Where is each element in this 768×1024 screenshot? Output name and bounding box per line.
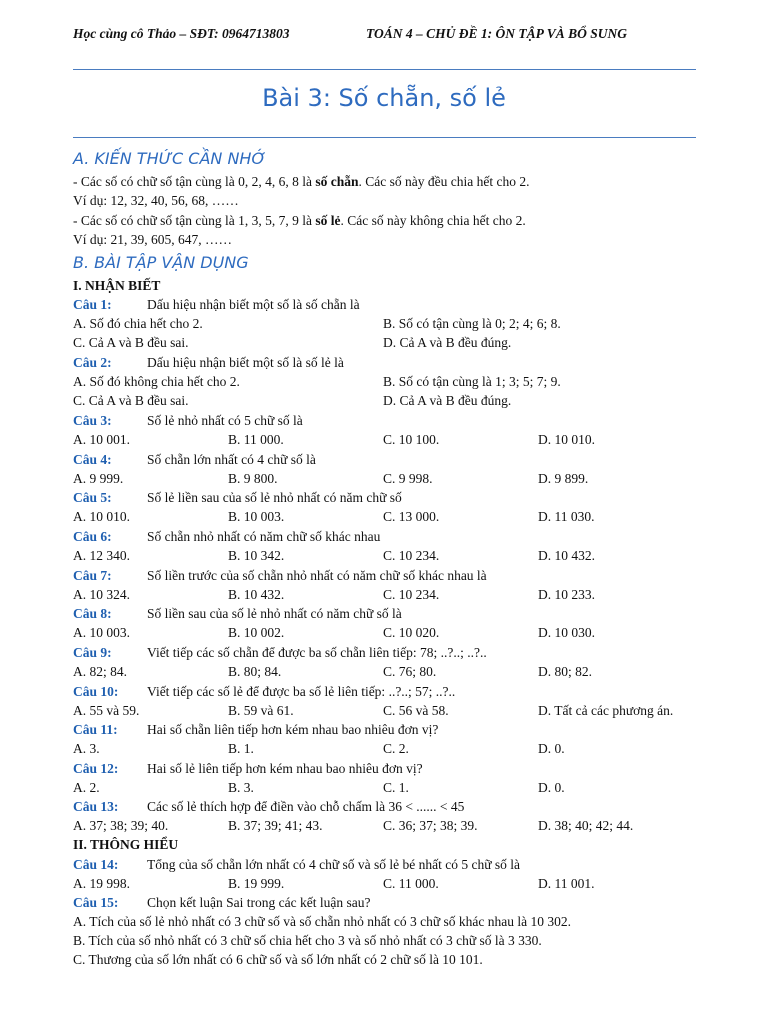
example-even: Ví dụ: 12, 32, 40, 56, 68, …… xyxy=(73,193,239,208)
section-a-heading: A. KIẾN THỨC CẦN NHỚ xyxy=(73,149,267,168)
answer-option: A. 82; 84. xyxy=(73,664,127,679)
question-number: Câu 8: xyxy=(73,606,112,621)
answer-option: B. Tích của số nhỏ nhất có 3 chữ số chia hết cho 3 và số nhỏ nhất có 3 chữ số là 3 330. xyxy=(73,933,542,948)
question-text: Số chẵn nhỏ nhất có năm chữ số khác nhau xyxy=(147,529,381,544)
part-nhan-biet: I. NHẬN BIẾT xyxy=(73,278,161,293)
answer-option: A. 9 999. xyxy=(73,471,124,486)
answer-option: D. 10 432. xyxy=(538,548,595,563)
question-number: Câu 9: xyxy=(73,645,112,660)
answer-option: D. 0. xyxy=(538,741,565,756)
answer-option: B. 19 999. xyxy=(228,876,285,891)
question-number: Câu 3: xyxy=(73,413,112,428)
question-text: Hai số lẻ liên tiếp hơn kém nhau bao nhiêu đơn vị? xyxy=(147,761,423,776)
question-number: Câu 4: xyxy=(73,452,112,467)
answer-option: C. 36; 37; 38; 39. xyxy=(383,818,478,833)
question-text: Chọn kết luận Sai trong các kết luận sau? xyxy=(147,895,371,910)
question-number: Câu 11: xyxy=(73,722,118,737)
answer-option: D. 10 030. xyxy=(538,625,595,640)
question-number: Câu 1: xyxy=(73,297,112,312)
answer-option: C. 11 000. xyxy=(383,876,439,891)
question-text: Số lẻ liền sau của số lẻ nhỏ nhất có năm chữ số xyxy=(147,490,402,505)
answer-option: B. 10 342. xyxy=(228,548,285,563)
answer-option: A. 19 998. xyxy=(73,876,130,891)
answer-option: C. 10 100. xyxy=(383,432,440,447)
page-title: Bài 3: Số chẵn, số lẻ xyxy=(262,84,506,112)
question-text: Viết tiếp các số lẻ để được ba số lẻ liên tiếp: ..?..; 57; ..?.. xyxy=(147,684,456,699)
question-number: Câu 15: xyxy=(73,895,119,910)
rule-odd xyxy=(73,213,526,229)
answer-option: A. 10 324. xyxy=(73,587,130,602)
rule-odd-text: - Các số có chữ số tận cùng là 1, 3, 5, 7, 9 là xyxy=(73,213,316,228)
answer-option: B. 9 800. xyxy=(228,471,278,486)
example-odd: Ví dụ: 21, 39, 605, 647, …… xyxy=(73,232,233,247)
answer-option: C. 10 234. xyxy=(383,587,440,602)
answer-option: A. 37; 38; 39; 40. xyxy=(73,818,169,833)
question-text: Số liền trước của số chẵn nhỏ nhất có năm chữ số khác nhau là xyxy=(147,568,487,583)
answer-option: B. Số có tận cùng là 1; 3; 5; 7; 9. xyxy=(383,374,561,389)
answer-option: D. Tất cả các phương án. xyxy=(538,703,674,718)
title-rule xyxy=(73,137,696,138)
answer-option: D. 0. xyxy=(538,780,565,795)
answer-option: C. Cả A và B đều sai. xyxy=(73,393,189,408)
question-number: Câu 14: xyxy=(73,857,119,872)
rule-even-bold: số chẵn xyxy=(315,174,359,189)
question-text: Dấu hiệu nhận biết một số là số chẵn là xyxy=(147,297,360,312)
question-number: Câu 7: xyxy=(73,568,112,583)
question-number: Câu 10: xyxy=(73,684,119,699)
answer-option: A. 2. xyxy=(73,780,100,795)
answer-option: A. Số đó chia hết cho 2. xyxy=(73,316,203,331)
answer-option: D. Cả A và B đều đúng. xyxy=(383,393,512,408)
question-text: Số chẵn lớn nhất có 4 chữ số là xyxy=(147,452,316,467)
rule-even-text: - Các số có chữ số tận cùng là 0, 2, 4, 6, 8 là xyxy=(73,174,316,189)
answer-option: B. Số có tận cùng là 0; 2; 4; 6; 8. xyxy=(383,316,561,331)
question-text: Hai số chẵn liên tiếp hơn kém nhau bao nhiêu đơn vị? xyxy=(147,722,439,737)
answer-option: C. 10 234. xyxy=(383,548,440,563)
answer-option: C. Cả A và B đều sai. xyxy=(73,335,189,350)
question-number: Câu 5: xyxy=(73,490,112,505)
answer-option: C. 1. xyxy=(383,780,409,795)
answer-option: B. 10 432. xyxy=(228,587,285,602)
question-text: Tổng của số chẵn lớn nhất có 4 chữ số và số lẻ bé nhất có 5 chữ số là xyxy=(147,857,521,872)
answer-option: A. 10 010. xyxy=(73,509,130,524)
answer-option: D. 38; 40; 42; 44. xyxy=(538,818,634,833)
answer-option: C. 56 và 58. xyxy=(383,703,449,718)
answer-option: B. 11 000. xyxy=(228,432,284,447)
question-text: Số liền sau của số lẻ nhỏ nhất có năm chữ số là xyxy=(147,606,402,621)
answer-option: A. Tích của số lẻ nhỏ nhất có 3 chữ số và số chẵn nhỏ nhất có 3 chữ số khác nhau là 10 302. xyxy=(73,914,572,929)
question-number: Câu 6: xyxy=(73,529,112,544)
answer-option: A. 10 001. xyxy=(73,432,130,447)
answer-option: D. 10 010. xyxy=(538,432,595,447)
header-right: TOÁN 4 – CHỦ ĐỀ 1: ÔN TẬP VÀ BỔ SUNG xyxy=(366,26,628,41)
question-text: Các số lẻ thích hợp để điền vào chỗ chấm là 36 < ...... < 45 xyxy=(147,799,465,814)
question-number: Câu 12: xyxy=(73,761,119,776)
question-text: Viết tiếp các số chẵn để được ba số chẵn liên tiếp: 78; ..?..; ..?.. xyxy=(147,645,487,660)
answer-option: C. 10 020. xyxy=(383,625,440,640)
answer-option: D. 11 001. xyxy=(538,876,595,891)
answer-option: B. 1. xyxy=(228,741,254,756)
question-number: Câu 13: xyxy=(73,799,119,814)
answer-option: D. 80; 82. xyxy=(538,664,592,679)
answer-option: C. 13 000. xyxy=(383,509,440,524)
answer-option: D. 11 030. xyxy=(538,509,595,524)
question-text: Số lẻ nhỏ nhất có 5 chữ số là xyxy=(147,413,303,428)
rule-even-tail: . Các số này đều chia hết cho 2. xyxy=(358,174,530,189)
answer-option: B. 37; 39; 41; 43. xyxy=(228,818,323,833)
answer-option: C. 9 998. xyxy=(383,471,433,486)
answer-option: B. 10 002. xyxy=(228,625,285,640)
answer-option: B. 59 và 61. xyxy=(228,703,294,718)
answer-option: C. Thương của số lớn nhất có 6 chữ số và số lớn nhất có 2 chữ số là 10 101. xyxy=(73,952,483,967)
answer-option: D. 9 899. xyxy=(538,471,589,486)
part-thong-hieu: II. THÔNG HIỂU xyxy=(73,837,179,852)
question-text: Dấu hiệu nhận biết một số là số lẻ là xyxy=(147,355,344,370)
rule-odd-bold: số lẻ xyxy=(315,213,341,228)
answer-option: A. Số đó không chia hết cho 2. xyxy=(73,374,240,389)
answer-option: B. 80; 84. xyxy=(228,664,282,679)
answer-option: C. 2. xyxy=(383,741,409,756)
question-number: Câu 2: xyxy=(73,355,112,370)
answer-option: D. Cả A và B đều đúng. xyxy=(383,335,512,350)
top-rule xyxy=(73,69,696,70)
answer-option: A. 10 003. xyxy=(73,625,130,640)
answer-option: B. 10 003. xyxy=(228,509,285,524)
answer-option: A. 3. xyxy=(73,741,100,756)
answer-option: A. 12 340. xyxy=(73,548,130,563)
header-left: Học cùng cô Thảo – SĐT: 0964713803 xyxy=(73,26,290,41)
rule-even xyxy=(73,174,529,190)
rule-odd-tail: . Các số này không chia hết cho 2. xyxy=(340,213,526,228)
section-b-heading: B. BÀI TẬP VẬN DỤNG xyxy=(73,253,249,272)
answer-option: D. 10 233. xyxy=(538,587,595,602)
answer-option: B. 3. xyxy=(228,780,254,795)
answer-option: C. 76; 80. xyxy=(383,664,437,679)
answer-option: A. 55 và 59. xyxy=(73,703,140,718)
